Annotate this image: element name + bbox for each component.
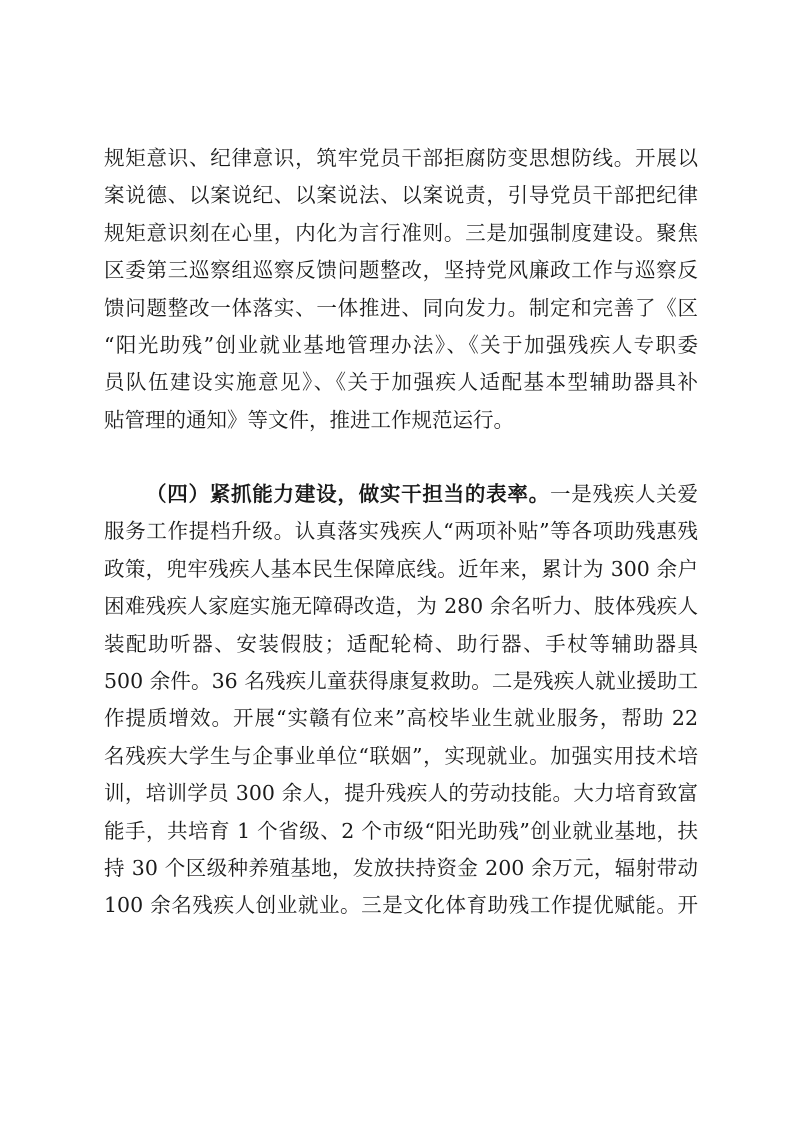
text-line: 作提质增效。开展“实赣有位来”高校毕业生就业服务，帮助 22 bbox=[104, 706, 698, 731]
text-line: 政策，兜牢残疾人基本民生保障底线。近年来，累计为 300 余户 bbox=[104, 556, 698, 581]
text-line: 员队伍建设实施意见》、《关于加强疾人适配基本型辅助器具补 bbox=[104, 370, 698, 395]
text-line: 馈问题整改一体落实、一体推进、同向发力。制定和完善了《区 bbox=[104, 295, 698, 320]
text-line: 训，培训学员 300 余人，提升残疾人的劳动技能。大力培育致富 bbox=[104, 781, 698, 806]
text-line: 服务工作提档升级。认真落实残疾人“两项补贴”等各项助残惠残 bbox=[104, 519, 698, 544]
text-line: 案说德、以案说纪、以案说法、以案说责，引导党员干部把纪律 bbox=[104, 183, 698, 208]
text-line: 100 余名残疾人创业就业。三是文化体育助残工作提优赋能。开 bbox=[104, 893, 698, 918]
text-line: 区委第三巡察组巡察反馈问题整改，坚持党风廉政工作与巡察反 bbox=[104, 258, 698, 283]
paragraph-capability bbox=[104, 476, 698, 925]
text-line: 装配助听器、安装假肢；适配轮椅、助行器、手杖等辅助器具 bbox=[104, 631, 698, 656]
text-line: “阳光助残”创业就业基地管理办法》、《关于加强残疾人专职委 bbox=[104, 332, 698, 357]
text-line: 名残疾大学生与企事业单位“联姻”，实现就业。加强实用技术培 bbox=[104, 743, 698, 768]
text-line: 困难残疾人家庭实施无障碍改造，为 280 余名听力、肢体残疾人 bbox=[104, 594, 698, 619]
text-line: 贴管理的通知》等文件，推进工作规范运行。 bbox=[104, 407, 514, 432]
text-line: 规矩意识、纪律意识，筑牢党员干部拒腐防变思想防线。开展以 bbox=[104, 146, 698, 170]
text-line: 能手，共培育 1 个省级、2 个市级“阳光助残”创业就业基地，扶 bbox=[104, 818, 698, 843]
text-line: 规矩意识刻在心里，内化为言行准则。三是加强制度建设。聚焦 bbox=[104, 220, 698, 245]
text-line: 500 余件。36 名残疾儿童获得康复救助。二是残疾人就业援助工 bbox=[104, 668, 698, 693]
section-heading: （四）紧抓能力建设，做实干担当的表率。 bbox=[146, 482, 550, 506]
paragraph-first-line bbox=[104, 476, 698, 513]
paragraph-discipline bbox=[104, 140, 698, 439]
heading-continuation: 一是残疾人关爱 bbox=[549, 482, 698, 506]
text-line: 持 30 个区级种养殖基地，发放扶持资金 200 余万元，辐射带动 bbox=[104, 855, 698, 880]
